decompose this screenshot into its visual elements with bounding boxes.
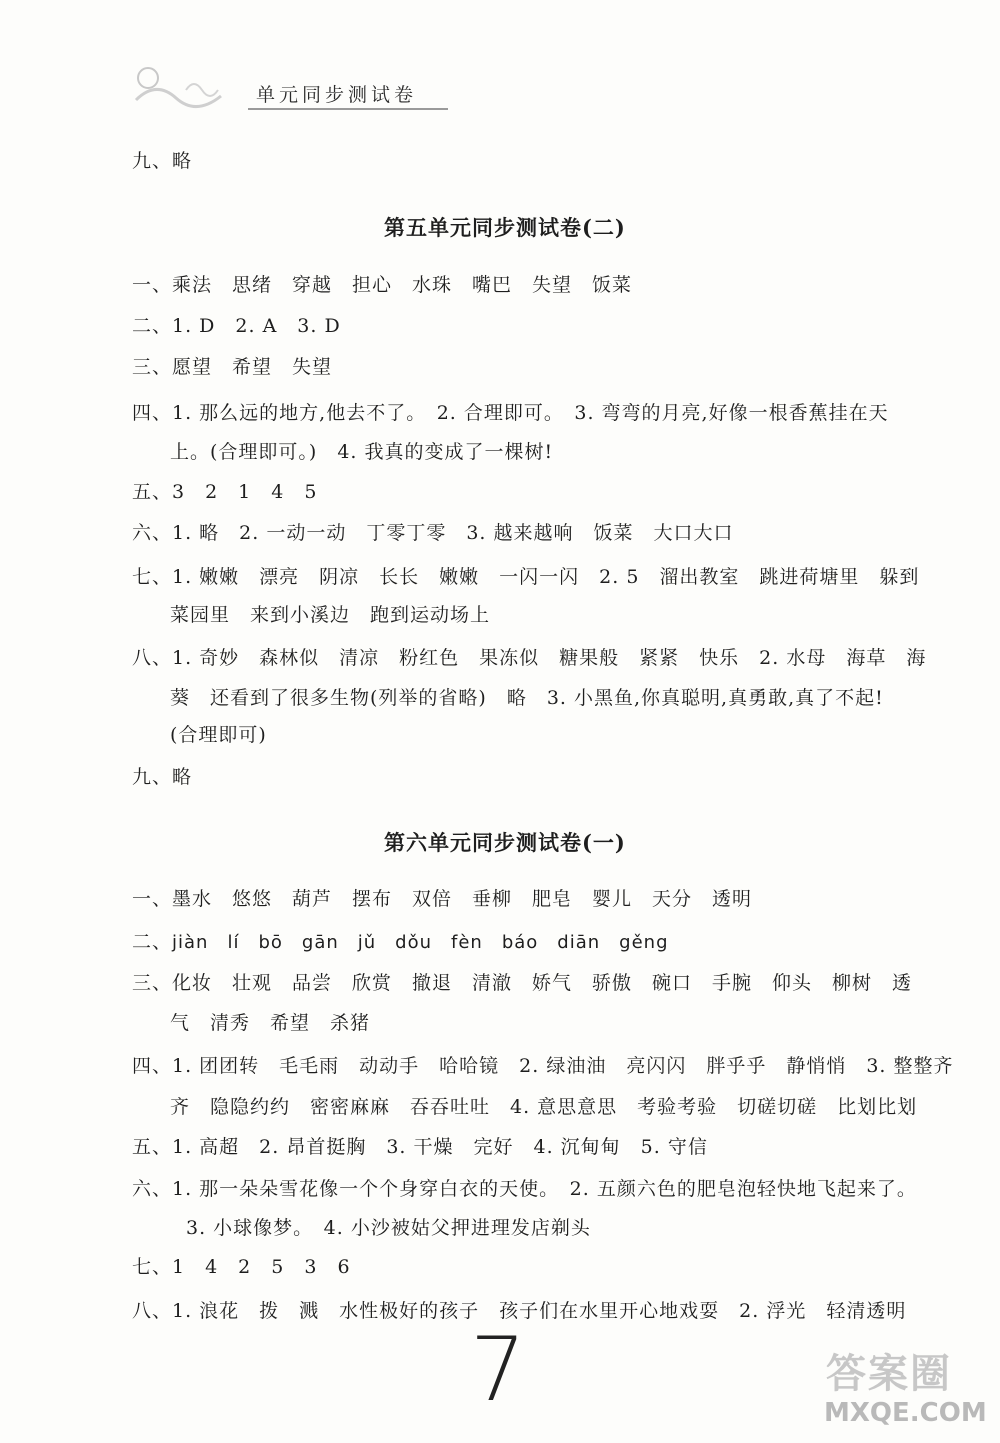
page-number: 7: [470, 1318, 526, 1421]
s5-q3: 三、愿望 希望 失望: [132, 356, 333, 378]
s6-q3-line2: 气 清秀 希望 杀猪: [170, 1012, 371, 1034]
s5-q6: 六、1. 略 2. 一动一动 丁零丁零 3. 越来越响 饭菜 大口大口: [132, 522, 734, 544]
s5-q5: 五、3 2 1 4 5: [132, 481, 318, 503]
s5-q9: 九、略: [132, 766, 193, 788]
s5-q4-line1: 四、1. 那么远的地方,他去不了。 2. 合理即可。 3. 弯弯的月亮,好像一根香蕉挂在天: [132, 402, 889, 424]
s6-q3-line1: 三、化妆 壮观 品尝 欣赏 撤退 清澈 娇气 骄傲 碗口 手腕 仰头 柳树 透: [132, 972, 913, 994]
s6-q4-line1: 四、1. 团团转 毛毛雨 动动手 哈哈镜 2. 绿油油 亮闪闪 胖乎乎 静悄悄 3. 整整齐: [132, 1055, 954, 1077]
s5-q8-line2: 葵 还看到了很多生物(列举的省略) 略 3. 小黑鱼,你真聪明,真勇敢,真了不起!: [170, 687, 884, 709]
s6-q4-line2: 齐 隐隐约约 密密麻麻 吞吞吐吐 4. 意思意思 考验考验 切磋切磋 比划比划: [170, 1096, 918, 1118]
s5-q2: 二、1. D 2. A 3. D: [132, 315, 341, 337]
s5-q4-line2: 上。(合理即可。) 4. 我真的变成了一棵树!: [170, 441, 554, 463]
s6-q6-line1: 六、1. 那一朵朵雪花像一个个身穿白衣的天使。 2. 五颜六色的肥皂泡轻快地飞起来了。: [132, 1178, 917, 1200]
s5-q7-line2: 菜园里 来到小溪边 跑到运动场上: [170, 604, 491, 626]
s6-q2-pinyin: jiàn lí bō gān jǔ dǒu fèn báo diān gěng: [172, 932, 669, 953]
s5-q8-line1: 八、1. 奇妙 森林似 清凉 粉红色 果冻似 糖果般 紧紧 快乐 2. 水母 海草 海: [132, 647, 927, 669]
s5-q8-line3: (合理即可): [170, 724, 267, 746]
s6-q6-line2: 3. 小球像梦。 4. 小沙被姑父押进理发店剃头: [186, 1217, 591, 1239]
s6-q1: 一、墨水 悠悠 葫芦 摆布 双倍 垂柳 肥皂 婴儿 天分 透明: [132, 888, 753, 910]
page-header: [118, 58, 458, 114]
watermark: [806, 1332, 1000, 1443]
header-title: 单元同步测试卷: [256, 84, 418, 106]
series-logo-icon: [126, 60, 246, 110]
section-title-unit6-1: 第六单元同步测试卷(一): [384, 830, 626, 855]
s5-q7-line1: 七、1. 嫩嫩 漂亮 阴凉 长长 嫩嫩 一闪一闪 2. 5 溜出教室 跳进荷塘里 躲到: [132, 566, 920, 588]
prev-item-9: 九、略: [132, 150, 193, 172]
s6-q5: 五、1. 高超 2. 昂首挺胸 3. 干燥 完好 4. 沉甸甸 5. 守信: [132, 1136, 708, 1158]
watermark-url: MXQE.COM: [824, 1398, 987, 1428]
s5-q1: 一、乘法 思绪 穿越 担心 水珠 嘴巴 失望 饭菜: [132, 274, 633, 296]
s6-q8: 八、1. 浪花 拨 溅 水性极好的孩子 孩子们在水里开心地戏耍 2. 浮光 轻清透明: [132, 1300, 907, 1322]
s6-q2: [132, 927, 669, 954]
section-title-unit5-2: 第五单元同步测试卷(二): [384, 215, 626, 240]
header-underline: [248, 108, 448, 110]
s6-q2-prefix: 二、: [132, 931, 173, 953]
s6-q7: 七、1 4 2 5 3 6: [132, 1256, 351, 1278]
watermark-title: 答案圈: [826, 1351, 952, 1397]
